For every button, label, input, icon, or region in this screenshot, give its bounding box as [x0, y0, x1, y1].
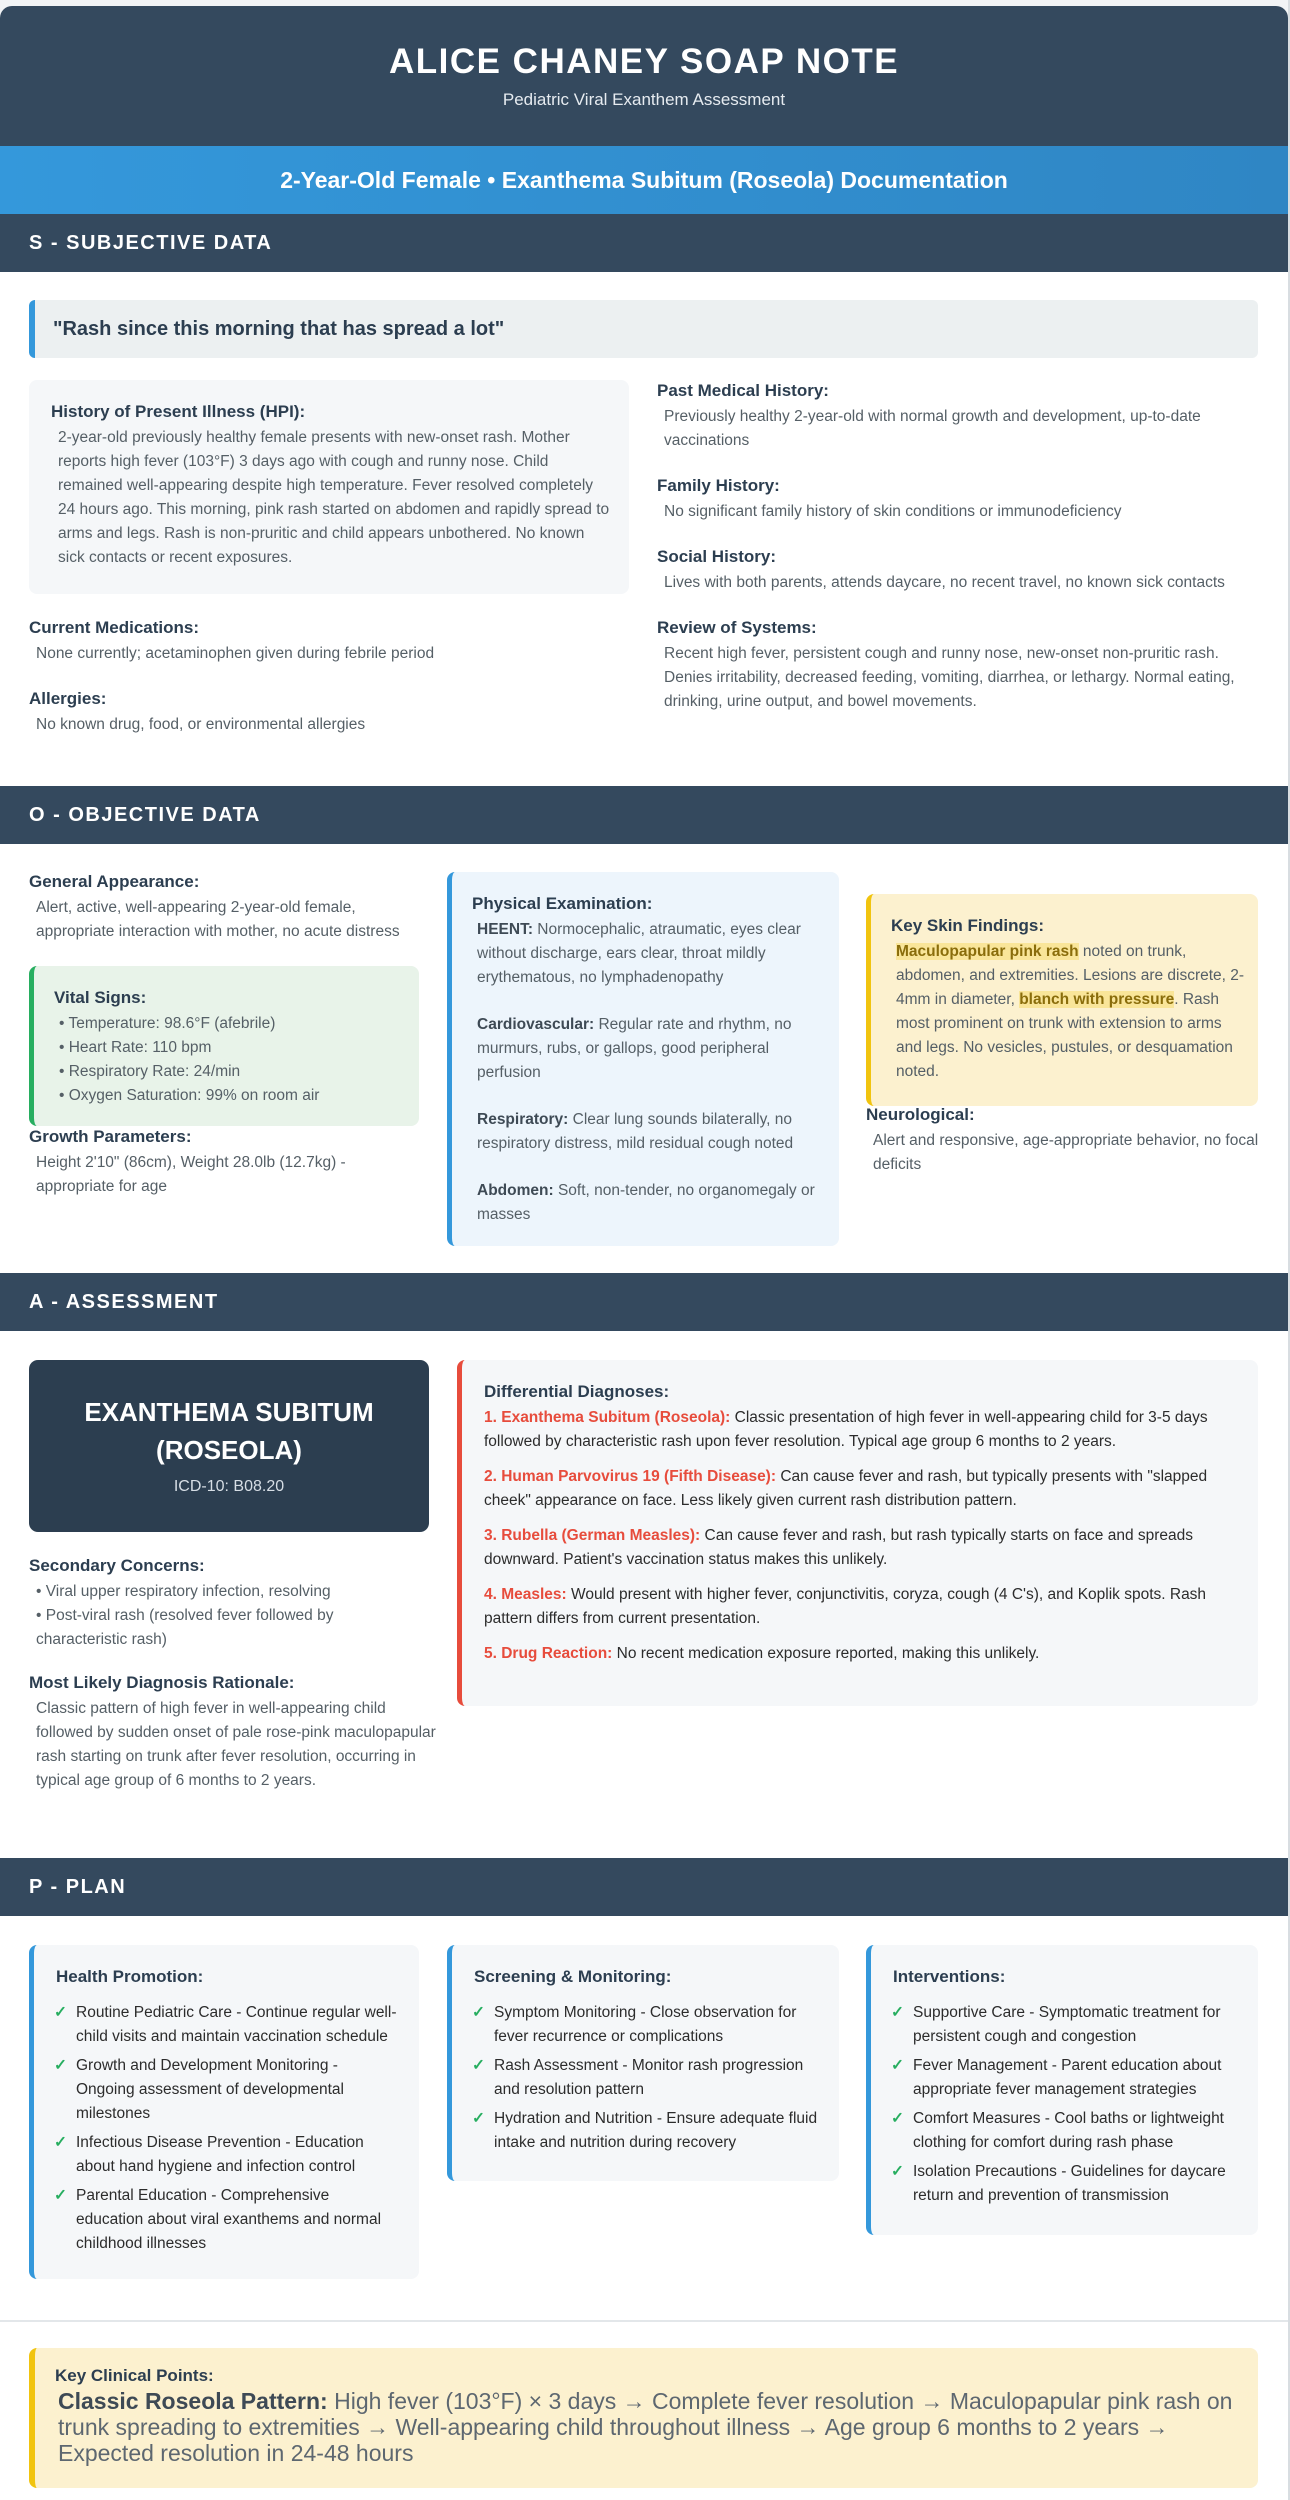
differential-text: Can cause fever and rash, but rash typically starts on face and spreads downward. Patient's vaccination status makes this unlikely.: [484, 1527, 1194, 1568]
primary-diagnosis-card: [29, 1360, 429, 1532]
plan-item-text: Symptom Monitoring - Close observation for fever recurrence or complications: [494, 2004, 797, 2045]
plan-item-text: Growth and Development Monitoring - Ongoing assessment of developmental milestones: [76, 2057, 344, 2122]
plan-item: [472, 2001, 822, 2049]
check-icon: ✓: [891, 2057, 904, 2074]
differential-text: Can cause fever and rash, but typically presents with "slapped cheek" appearance on face. Less likely given current rash distribution pattern.: [484, 1468, 1208, 1509]
section-divider: [0, 2320, 1288, 2322]
differential-text: No recent medication exposure reported, making this unlikely.: [612, 1645, 1040, 1662]
patient-banner: 2-Year-Old Female • Exanthema Subitum (Roseola) Documentation: [0, 146, 1288, 214]
screening-label: Screening & Monitoring:: [474, 1967, 672, 1986]
check-icon: ✓: [54, 2057, 67, 2074]
check-icon: ✓: [891, 2163, 904, 2180]
hpi-label: History of Present Illness (HPI):: [51, 402, 306, 421]
vital-signs-panel: [29, 966, 419, 1126]
screening-list: [472, 2001, 822, 2160]
pe-heent-label: HEENT:: [477, 921, 533, 938]
secondary-concern-item: • Post-viral rash (resolved fever followed by characteristic rash): [36, 1607, 334, 1648]
differential-item: [484, 1406, 1244, 1454]
pe-abdomen-text: Soft, non-tender, no organomegaly or masses: [477, 1182, 815, 1223]
check-icon: ✓: [54, 2004, 67, 2021]
skin-highlight-blanch: blanch with pressure: [1019, 991, 1175, 1008]
diagnosis-line-1: EXANTHEMA SUBITUM: [84, 1397, 374, 1427]
medications-label: Current Medications:: [29, 618, 200, 637]
objective-heading: O - OBJECTIVE DATA: [0, 786, 1288, 844]
growth-label: Growth Parameters:: [29, 1127, 192, 1146]
differential-item: [484, 1465, 1244, 1513]
pe-abdomen: [477, 1179, 827, 1227]
differential-name: 3. Rubella (German Measles):: [484, 1527, 701, 1544]
plan-item-text: Comfort Measures - Cool baths or lightweight clothing for comfort during rash phase: [913, 2110, 1224, 2151]
vital-heart-rate: • Heart Rate: 110 bpm: [59, 1039, 212, 1056]
check-icon: ✓: [472, 2110, 485, 2127]
pe-heent-text: Normocephalic, atraumatic, eyes clear without discharge, ears clear, throat mildly erythematous, no lymphadenopathy: [477, 921, 801, 986]
soap-note-page: [0, 6, 1288, 2500]
screening-panel: [447, 1945, 839, 2181]
rationale-label: Most Likely Diagnosis Rationale:: [29, 1673, 295, 1692]
allergies-text: No known drug, food, or environmental allergies: [36, 716, 366, 733]
physical-exam-panel: [447, 872, 839, 1246]
differential-name: 1. Exanthema Subitum (Roseola):: [484, 1409, 731, 1426]
plan-item: [54, 2054, 399, 2126]
subjective-heading: S - SUBJECTIVE DATA: [0, 214, 1288, 272]
check-icon: ✓: [54, 2134, 67, 2151]
physical-exam-list: [477, 918, 827, 1250]
pe-cardiovascular-text: Regular rate and rhythm, no murmurs, rubs, or gallops, good peripheral perfusion: [477, 1016, 792, 1081]
key-points-label: Key Clinical Points:: [55, 2366, 214, 2385]
check-icon: ✓: [54, 2187, 67, 2204]
health-promotion-panel: [29, 1945, 419, 2279]
plan-item: [54, 2001, 399, 2049]
diagnosis-line-2: (ROSEOLA): [156, 1435, 302, 1465]
skin-findings-panel: [866, 894, 1258, 1106]
plan-item: [891, 2054, 1241, 2102]
plan-item: [891, 2160, 1241, 2208]
appearance-text: Alert, active, well-appearing 2-year-old female, appropriate interaction with mother, no acute distress: [36, 899, 400, 940]
plan-item: [891, 2107, 1241, 2155]
hpi-text: 2-year-old previously healthy female presents with new-onset rash. Mother reports high fever (103°F) 3 days ago with cough and runny nose. Child remained well-appearing despite high temperature. Fever resolved completely 24 hours ago. This morning, pink rash started on abdomen and rapidly spread to arms and legs. Rash is non-pruritic and child appears unbothered. No known sick contacts or recent exposures.: [58, 429, 610, 566]
key-points-body: High fever (103°F) × 3 days → Complete fever resolution → Maculopapular pink rash on trunk spreading to extremities → Well-appearing child throughout illness → Age group 6 months to 2 years → Expected resolution in 24-48 hours: [58, 2388, 1233, 2466]
plan-heading: P - PLAN: [0, 1858, 1288, 1916]
medications-text: None currently; acetaminophen given during febrile period: [36, 645, 435, 662]
check-icon: ✓: [472, 2004, 485, 2021]
check-icon: ✓: [891, 2110, 904, 2127]
page-header: [0, 6, 1288, 146]
pe-respiratory-text: Clear lung sounds bilaterally, no respiratory distress, mild residual cough noted: [477, 1111, 794, 1152]
interventions-list: [891, 2001, 1241, 2213]
vital-signs-label: Vital Signs:: [54, 988, 147, 1007]
skin-findings-label: Key Skin Findings:: [891, 916, 1045, 935]
secondary-concern-item: • Viral upper respiratory infection, resolving: [36, 1583, 331, 1600]
check-icon: ✓: [472, 2057, 485, 2074]
check-icon: ✓: [891, 2004, 904, 2021]
page-title: ALICE CHANEY SOAP NOTE: [388, 42, 900, 81]
key-points-lead: Classic Roseola Pattern:: [58, 2388, 328, 2414]
pmh-label: Past Medical History:: [657, 381, 829, 400]
neurological-text: Alert and responsive, age-appropriate behavior, no focal deficits: [873, 1132, 1259, 1173]
interventions-label: Interventions:: [893, 1967, 1006, 1986]
vital-respiratory-rate: • Respiratory Rate: 24/min: [59, 1063, 241, 1080]
ros-label: Review of Systems:: [657, 618, 817, 637]
chief-complaint: "Rash since this morning that has spread a lot": [29, 300, 1258, 358]
plan-item-text: Hydration and Nutrition - Ensure adequate fluid intake and nutrition during recovery: [494, 2110, 818, 2151]
plan-item-text: Routine Pediatric Care - Continue regular well-child visits and maintain vaccination schedule: [76, 2004, 397, 2045]
pe-cardiovascular-label: Cardiovascular:: [477, 1016, 595, 1033]
secondary-concerns-list: [36, 1580, 426, 1652]
differential-panel: [457, 1360, 1258, 1706]
assessment-heading: A - ASSESSMENT: [0, 1273, 1288, 1331]
pmh-text: Previously healthy 2-year-old with normal growth and development, up-to-date vaccinations: [664, 408, 1201, 449]
skin-highlight-rash: Maculopapular pink rash: [896, 943, 1079, 960]
primary-diagnosis: [29, 1393, 429, 1469]
secondary-concerns-label: Secondary Concerns:: [29, 1556, 205, 1575]
differential-item: [484, 1583, 1244, 1631]
plan-item-text: Infectious Disease Prevention - Education about hand hygiene and infection control: [76, 2134, 364, 2175]
allergies-label: Allergies:: [29, 689, 107, 708]
plan-item: [891, 2001, 1241, 2049]
health-promotion-list: [54, 2001, 399, 2261]
plan-item: [54, 2184, 399, 2256]
hpi-panel: [29, 380, 629, 594]
differential-label: Differential Diagnoses:: [484, 1382, 670, 1401]
pe-abdomen-label: Abdomen:: [477, 1182, 554, 1199]
differential-name: 2. Human Parvovirus 19 (Fifth Disease):: [484, 1468, 777, 1485]
plan-item-text: Fever Management - Parent education about appropriate fever management strategies: [913, 2057, 1222, 2098]
differential-text: Would present with higher fever, conjunctivitis, coryza, cough (4 C's), and Koplik spots. Rash pattern differs from current presentation.: [484, 1586, 1207, 1627]
skin-text-part2: . Rash most prominent on trunk with extension to arms and legs. No vesicles, pustules, or desquamation noted.: [896, 991, 1233, 1080]
differential-name: 4. Measles:: [484, 1586, 567, 1603]
family-history-text: No significant family history of skin conditions or immunodeficiency: [664, 503, 1122, 520]
plan-item: [472, 2107, 822, 2155]
appearance-label: General Appearance:: [29, 872, 200, 891]
social-history-label: Social History:: [657, 547, 777, 566]
health-promotion-label: Health Promotion:: [56, 1967, 204, 1986]
rationale-text: Classic pattern of high fever in well-appearing child followed by sudden onset of pale rose-pink maculopapular rash starting on trunk after fever resolution, occurring in typical age group of 6 months to 2 years.: [36, 1700, 436, 1789]
page-subtitle: Pediatric Viral Exanthem Assessment: [502, 90, 786, 109]
pe-respiratory: [477, 1108, 827, 1156]
skin-findings-text: [896, 940, 1251, 1084]
differential-item: [484, 1642, 1244, 1666]
skin-text-part1: noted on trunk, abdomen, and extremities. Lesions are discrete, 2-4mm in diameter,: [896, 943, 1245, 1008]
plan-item-text: Rash Assessment - Monitor rash progression and resolution pattern: [494, 2057, 804, 2098]
differential-list: [484, 1406, 1244, 1677]
differential-name: 5. Drug Reaction:: [484, 1645, 613, 1662]
plan-item-text: Parental Education - Comprehensive education about viral exanthems and normal childhood illnesses: [76, 2187, 382, 2252]
pe-heent: [477, 918, 827, 990]
growth-text: Height 2'10" (86cm), Weight 28.0lb (12.7kg) - appropriate for age: [36, 1154, 346, 1195]
plan-item: [472, 2054, 822, 2102]
interventions-panel: [866, 1945, 1258, 2235]
plan-item-text: Isolation Precautions - Guidelines for daycare return and prevention of transmission: [913, 2163, 1226, 2204]
pe-respiratory-label: Respiratory:: [477, 1111, 569, 1128]
vital-oxygen-saturation: • Oxygen Saturation: 99% on room air: [59, 1087, 320, 1104]
differential-text: Classic presentation of high fever in well-appearing child for 3-5 days followed by characteristic rash upon fever resolution. Typical age group 6 months to 2 years.: [484, 1409, 1208, 1450]
differential-item: [484, 1524, 1244, 1572]
family-history-label: Family History:: [657, 476, 780, 495]
icd-code: ICD-10: B08.20: [173, 1478, 285, 1495]
vital-temperature: • Temperature: 98.6°F (afebrile): [59, 1015, 276, 1032]
pe-cardiovascular: [477, 1013, 827, 1085]
neurological-label: Neurological:: [866, 1105, 975, 1124]
key-points-text: [58, 2388, 1238, 2466]
social-history-text: Lives with both parents, attends daycare, no recent travel, no known sick contacts: [664, 574, 1225, 591]
vital-signs-list: [59, 1012, 319, 1108]
ros-text: Recent high fever, persistent cough and runny nose, new-onset non-pruritic rash. Denies irritability, decreased feeding, vomiting, diarrhea, or lethargy. Normal eating, drinking, urine output, and bowel movements.: [664, 645, 1235, 710]
plan-item: [54, 2131, 399, 2179]
physical-exam-label: Physical Examination:: [472, 894, 653, 913]
plan-item-text: Supportive Care - Symptomatic treatment for persistent cough and congestion: [913, 2004, 1221, 2045]
key-clinical-points-panel: [29, 2348, 1258, 2488]
